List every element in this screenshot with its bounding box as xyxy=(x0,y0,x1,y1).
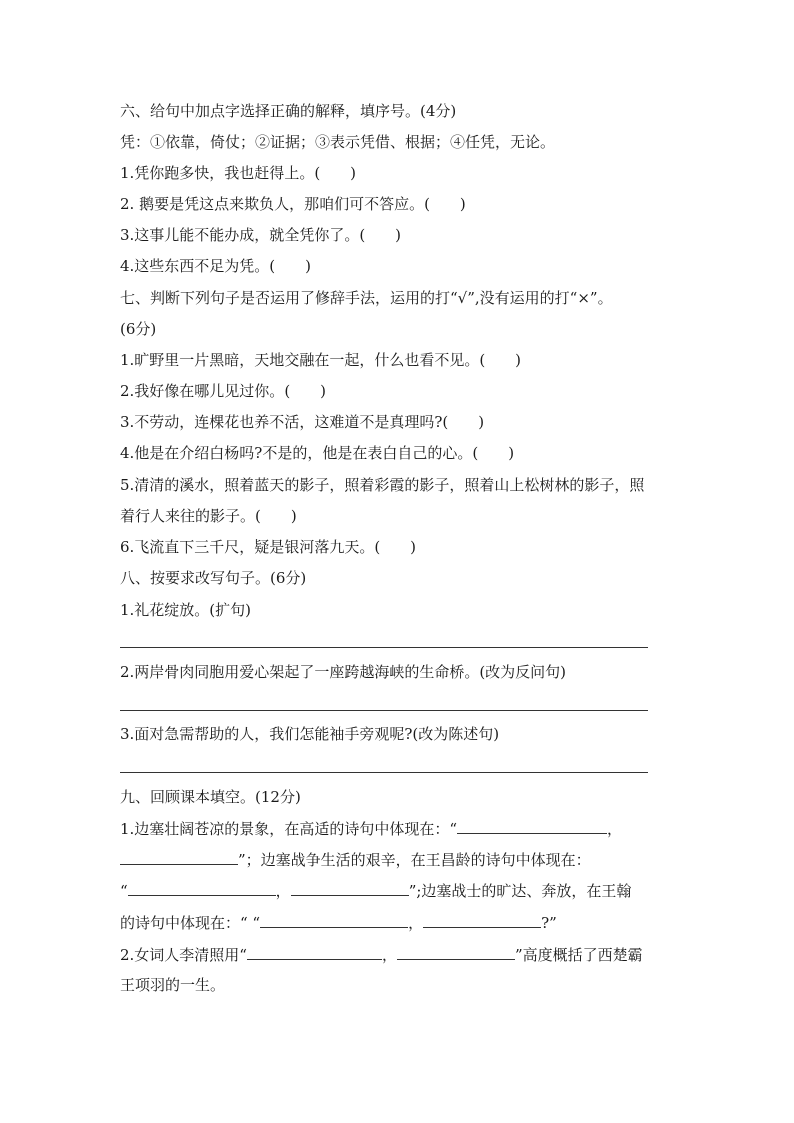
fill-blank[interactable] xyxy=(120,849,238,865)
section-7-item-2: 2.我好像在哪儿见过你。( ) xyxy=(120,382,327,400)
fill-blank[interactable] xyxy=(397,944,515,960)
answer-line-2[interactable] xyxy=(120,710,648,711)
q1-text-b: ”；边塞战争生活的艰辛，在王昌龄的诗句中体现在： xyxy=(238,851,591,869)
section-9-q1-line-1 xyxy=(120,818,622,839)
q1-text-d: 的诗句中体现在：“ “ xyxy=(120,914,261,932)
q1-text-c-end: ”;边塞战士的旷达、奔放，在王翰 xyxy=(408,882,632,900)
section-6-item-2: 2. 鹅要是凭这点来欺负人，那咱们可不答应。( ) xyxy=(120,195,466,213)
section-9-q1-line-3 xyxy=(120,880,631,901)
section-9-q2-line-2: 王项羽的一生。 xyxy=(120,976,226,994)
section-8-item-3: 3.面对急需帮助的人，我们怎能袖手旁观呢?(改为陈述句) xyxy=(120,725,500,743)
section-9-title: 九、回顾课本填空。(12分) xyxy=(120,788,301,806)
q1-text-a-end: ， xyxy=(606,820,622,838)
q1-text-c-open: “ xyxy=(120,882,128,900)
fill-blank[interactable] xyxy=(291,880,409,896)
section-6-definitions: 凭：①依靠，倚仗；②证据；③表示凭借、根据；④任凭，无论。 xyxy=(120,133,556,151)
section-7-score: (6分) xyxy=(120,320,157,338)
q2-text-a-end: ”高度概括了西楚霸 xyxy=(515,946,643,964)
section-8-item-1: 1.礼花绽放。(扩句) xyxy=(120,601,252,619)
section-9-q1-line-4 xyxy=(120,912,557,933)
fill-blank[interactable] xyxy=(247,944,382,960)
section-6-item-3: 3.这事儿能不能办成，就全凭你了。( ) xyxy=(120,226,402,244)
fill-blank[interactable] xyxy=(423,912,541,928)
q1-text-a: 1.边塞壮阔苍凉的景象，在高适的诗句中体现在：“ xyxy=(120,820,457,838)
section-7-item-6: 6.飞流直下三千尺，疑是银河落九天。( ) xyxy=(120,538,417,556)
q1-text-d-mid: ， xyxy=(408,914,424,932)
section-6-title: 六、给句中加点字选择正确的解释，填序号。(4分) xyxy=(120,102,457,120)
answer-line-3[interactable] xyxy=(120,772,648,773)
q2-text-a: 2.女词人李清照用“ xyxy=(120,946,247,964)
section-9-q2-line-1 xyxy=(120,944,643,965)
section-8-item-2: 2.两岸骨肉同胞用爱心架起了一座跨越海峡的生命桥。(改为反问句) xyxy=(120,663,567,681)
answer-line-1[interactable] xyxy=(120,647,648,648)
fill-blank[interactable] xyxy=(128,880,276,896)
q1-text-d-end: ?” xyxy=(541,914,557,932)
fill-blank[interactable] xyxy=(457,818,607,834)
section-7-item-5-cont: 着行人来往的影子。( ) xyxy=(120,507,297,525)
section-7-item-4: 4.他是在介绍白杨吗?不是的，他是在表白自己的心。( ) xyxy=(120,444,515,462)
section-7-item-5: 5.清清的溪水，照着蓝天的影子，照着彩霞的影子，照着山上松树林的影子，照 xyxy=(120,476,645,494)
section-7-item-3: 3.不劳动，连棵花也养不活，这难道不是真理吗?( ) xyxy=(120,413,485,431)
section-7-item-1: 1.旷野里一片黑暗，天地交融在一起，什么也看不见。( ) xyxy=(120,351,522,369)
section-7-title: 七、判断下列句子是否运用了修辞手法，运用的打“√”,没有运用的打“×”。 xyxy=(120,289,613,307)
section-9-q1-line-2 xyxy=(120,849,591,870)
fill-blank[interactable] xyxy=(260,912,408,928)
section-8-title: 八、按要求改写句子。(6分) xyxy=(120,569,307,587)
section-6-item-1: 1.凭你跑多快，我也赶得上。( ) xyxy=(120,164,357,182)
q1-text-c-mid: ， xyxy=(275,882,291,900)
q2-text-a-mid: ， xyxy=(381,946,397,964)
section-6-item-4: 4.这些东西不足为凭。( ) xyxy=(120,257,312,275)
